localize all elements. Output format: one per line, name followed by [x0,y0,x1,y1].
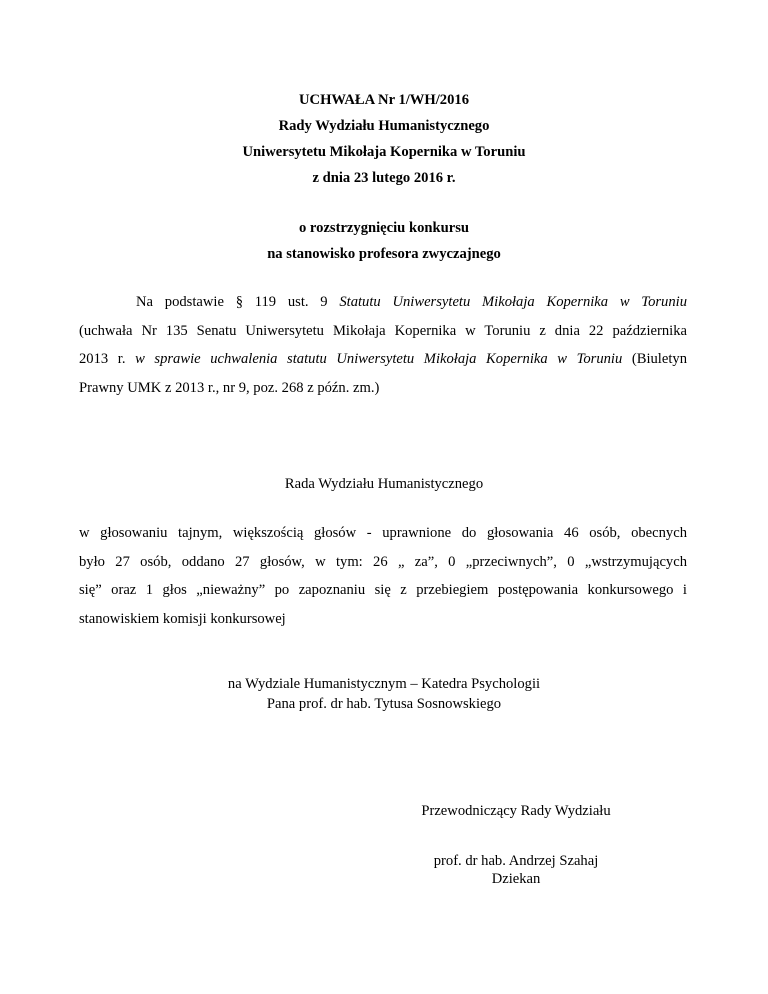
legal-basis-line-3: 2013 r. w sprawie uchwalenia statutu Uniwersytetu Mikołaja Kopernika w Toruniu (Biuletyn [79,351,687,368]
vote-line-4: stanowiskiem komisji konkursowej [79,610,286,627]
subject-line-2: na stanowisko profesora zwyczajnego [267,246,501,262]
legal-basis-line-4: Prawny UMK z 2013 r., nr 9, poz. 268 z późn. zm.) [79,379,380,396]
signature-name: prof. dr hab. Andrzej Szahaj [433,853,599,869]
appointment-faculty: na Wydziale Humanistycznym – Katedra Psychologii [227,676,541,692]
university-name-header: Uniwersytetu Mikołaja Kopernika w Toruniu [242,144,526,160]
resolution-title: UCHWAŁA Nr 1/WH/2016 [298,92,469,108]
subject-line-1: o rozstrzygnięciu konkursu [298,220,469,236]
appointment-person: Pana prof. dr hab. Tytusa Sosnowskiego [266,696,502,712]
council-name: Rada Wydziału Humanistycznego [284,476,484,492]
vote-line-1: w głosowaniu tajnym, większością głosów - uprawnione do głosowania 46 osób, obecnych [79,525,687,541]
resolution-date: z dnia 23 lutego 2016 r. [312,170,456,186]
council-name-header: Rady Wydziału Humanistycznego [278,118,490,134]
signature-role: Przewodniczący Rady Wydziału [421,803,611,819]
signature-title: Dziekan [491,871,541,887]
vote-paragraph [79,519,687,633]
legal-basis-paragraph [79,288,687,402]
legal-basis-line-2: (uchwała Nr 135 Senatu Uniwersytetu Mikołaja Kopernika w Toruniu z dnia 22 października [79,322,687,339]
vote-line-3: się” oraz 1 głos „nieważny” po zapoznaniu się z przebiegiem postępowania konkursowego i [79,582,687,599]
vote-line-2: było 27 osób, oddano 27 głosów, w tym: 26 „ za”, 0 „przeciwnych”, 0 „wstrzymujących [79,553,687,570]
legal-basis-line-1: Na podstawie § 119 ust. 9 Statutu Uniwersytetu Mikołaja Kopernika w Toruniu [136,294,688,310]
